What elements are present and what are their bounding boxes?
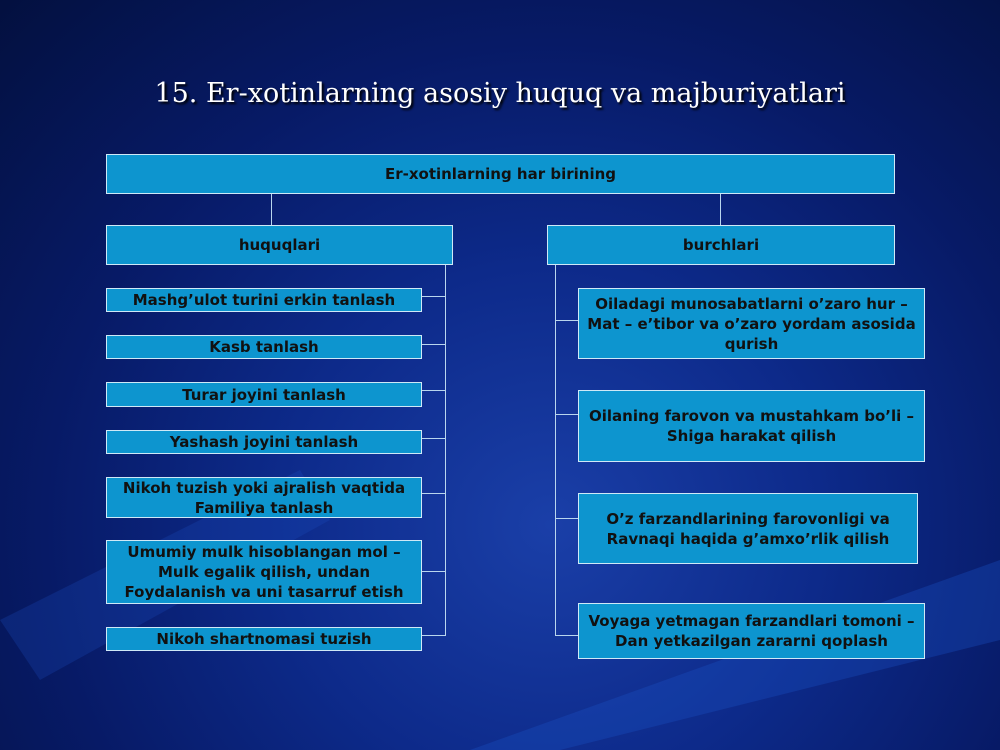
connector-line: [445, 264, 446, 636]
connector-line: [421, 390, 445, 391]
duties-item: Oilaning farovon va mustahkam bo’li – Shiga harakat qilish: [578, 390, 925, 462]
connector-line: [421, 571, 445, 572]
duties-item: Oiladagi munosabatlarni o’zaro hur – Mat – e’tibor va o’zaro yordam asosida qurish: [578, 288, 925, 359]
connector-line: [555, 320, 579, 321]
rights-item: Yashash joyini tanlash: [106, 430, 422, 454]
rights-item: Mashg’ulot turini erkin tanlash: [106, 288, 422, 312]
duties-header-box: burchlari: [547, 225, 895, 265]
connector-line: [421, 493, 445, 494]
rights-item: Nikoh tuzish yoki ajralish vaqtida Familiya tanlash: [106, 477, 422, 518]
connector-line: [555, 635, 579, 636]
rights-item: Kasb tanlash: [106, 335, 422, 359]
connector-line: [271, 194, 272, 225]
rights-header-box: huquqlari: [106, 225, 453, 265]
slide-title: 15. Er-xotinlarning asosiy huquq va majburiyatlari: [154, 78, 846, 109]
connector-line: [720, 194, 721, 225]
connector-line: [421, 635, 445, 636]
connector-line: [421, 344, 445, 345]
duties-item: Voyaga yetmagan farzandlari tomoni – Dan yetkazilgan zararni qoplash: [578, 603, 925, 659]
connector-line: [421, 296, 445, 297]
connector-line: [555, 414, 579, 415]
root-box: Er-xotinlarning har birining: [106, 154, 895, 194]
rights-item: Nikoh shartnomasi tuzish: [106, 627, 422, 651]
rights-item: Turar joyini tanlash: [106, 382, 422, 407]
rights-item: Umumiy mulk hisoblangan mol – Mulk egalik qilish, undan Foydalanish va uni tasarruf etish: [106, 540, 422, 604]
connector-line: [421, 438, 445, 439]
connector-line: [555, 518, 579, 519]
duties-item: O’z farzandlarining farovonligi va Ravnaqi haqida g’amxo’rlik qilish: [578, 493, 918, 564]
